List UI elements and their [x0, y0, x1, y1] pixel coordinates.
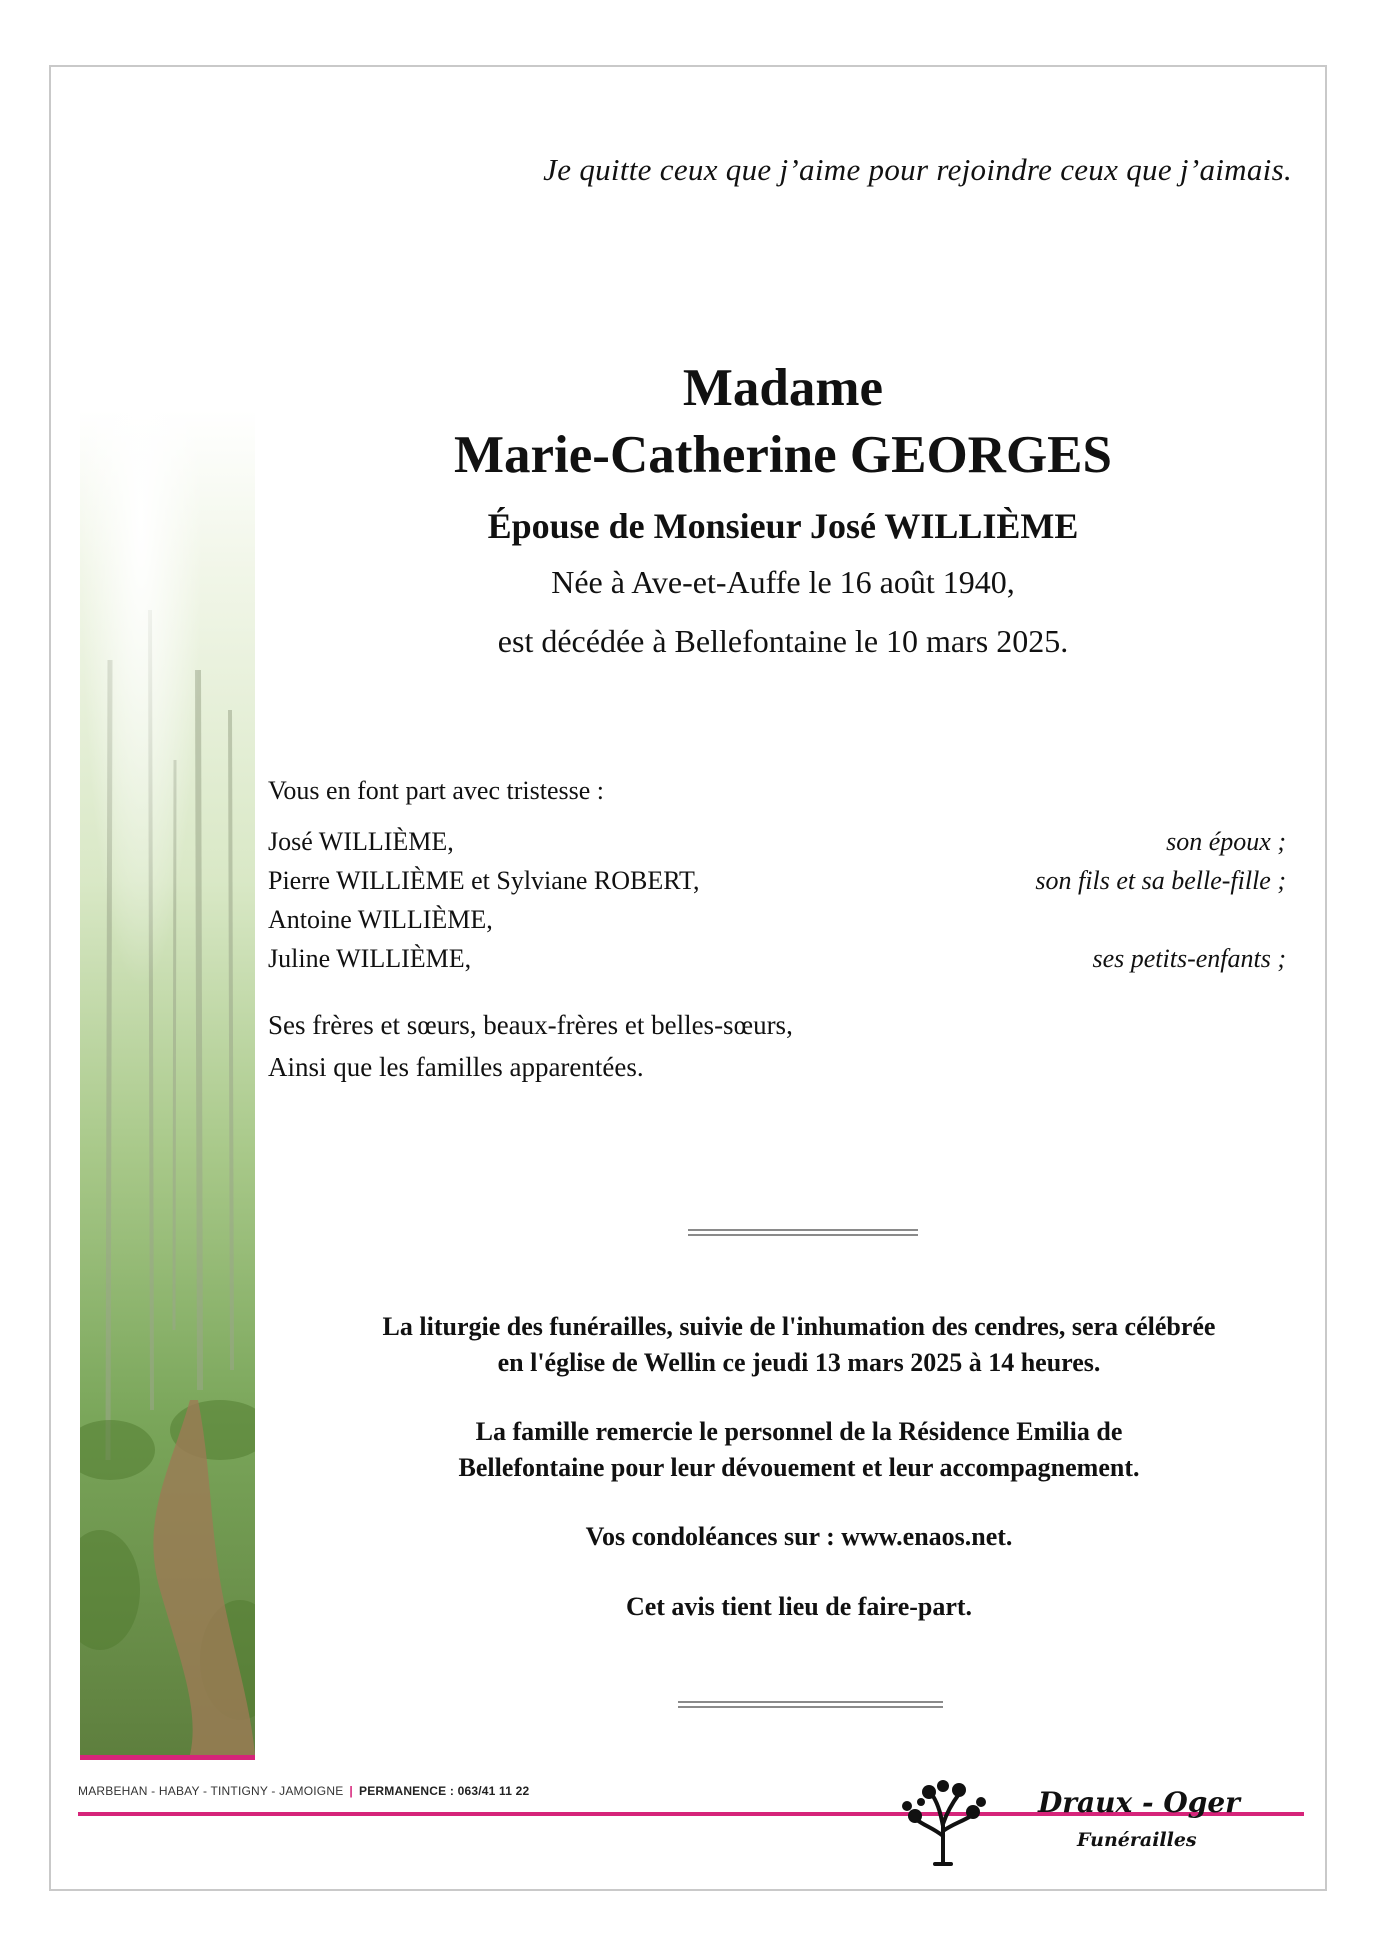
ceremony-text — [300, 1309, 1298, 1381]
ceremony-line: en l'église de Wellin ce jeudi 13 mars 2025 à 14 heures. — [497, 1348, 1101, 1377]
mourner-row — [268, 866, 1286, 905]
notice-text: Cet avis tient lieu de faire-part. — [625, 1592, 973, 1621]
ceremony-line: La liturgie des funérailles, suivie de l'inhumation des cendres, sera célébrée — [382, 1312, 1216, 1341]
footer-permanence: PERMANENCE : 063/41 11 22 — [358, 1784, 530, 1798]
mourner-name: José WILLIÈME, — [268, 827, 454, 856]
divider — [688, 1229, 918, 1236]
mourners-list — [268, 827, 1286, 983]
birth-line: Née à Ave-et-Auffe le 16 août 1940, — [551, 564, 1015, 600]
extra-line: Ses frères et sœurs, beaux-frères et belles-sœurs, — [268, 1010, 793, 1040]
epigraph: Je quitte ceux que j’aime pour rejoindre ceux que j’aimais. — [543, 152, 1292, 187]
mourner-row — [268, 827, 1286, 866]
extra-family — [268, 1004, 793, 1088]
spouse-line: Épouse de Monsieur José WILLIÈME — [487, 506, 1079, 546]
forest-underline — [80, 1755, 255, 1760]
forest-path-image — [80, 410, 255, 1755]
title-name: Marie-Catherine GEORGES — [454, 426, 1112, 484]
mourner-row — [268, 944, 1286, 983]
divider — [678, 1701, 943, 1708]
mourner-relation: son époux ; — [1166, 827, 1286, 856]
mourner-relation: son fils et sa belle-fille ; — [1035, 866, 1286, 895]
mourner-name: Pierre WILLIÈME et Sylviane ROBERT, — [268, 866, 700, 895]
condolences-text: Vos condoléances sur : www.enaos.net. — [585, 1522, 1013, 1551]
mourner-name: Juline WILLIÈME, — [268, 944, 472, 973]
mourner-row — [268, 905, 1286, 944]
tree-icon — [893, 1776, 993, 1866]
mourner-name: Antoine WILLIÈME, — [268, 905, 493, 934]
thanks-text — [300, 1414, 1298, 1486]
extra-line: Ainsi que les familles apparentées. — [268, 1052, 644, 1082]
footer-info — [78, 1784, 529, 1798]
company-subtitle: Funérailles — [1073, 1829, 1201, 1851]
intro-text: Vous en font part avec tristesse : — [268, 776, 604, 805]
footer-separator: | — [349, 1784, 353, 1798]
mourner-relation: ses petits-enfants ; — [1092, 944, 1286, 973]
title-honorific: Madame — [682, 359, 884, 417]
thanks-line: La famille remercie le personnel de la Résidence Emilia de — [475, 1417, 1123, 1446]
company-name: Draux - Oger — [1038, 1786, 1240, 1819]
death-line: est décédée à Bellefontaine le 10 mars 2025. — [497, 623, 1069, 659]
footer-towns: MARBEHAN - HABAY - TINTIGNY - JAMOIGNE — [78, 1784, 344, 1798]
thanks-line: Bellefontaine pour leur dévouement et leur accompagnement. — [458, 1453, 1140, 1482]
